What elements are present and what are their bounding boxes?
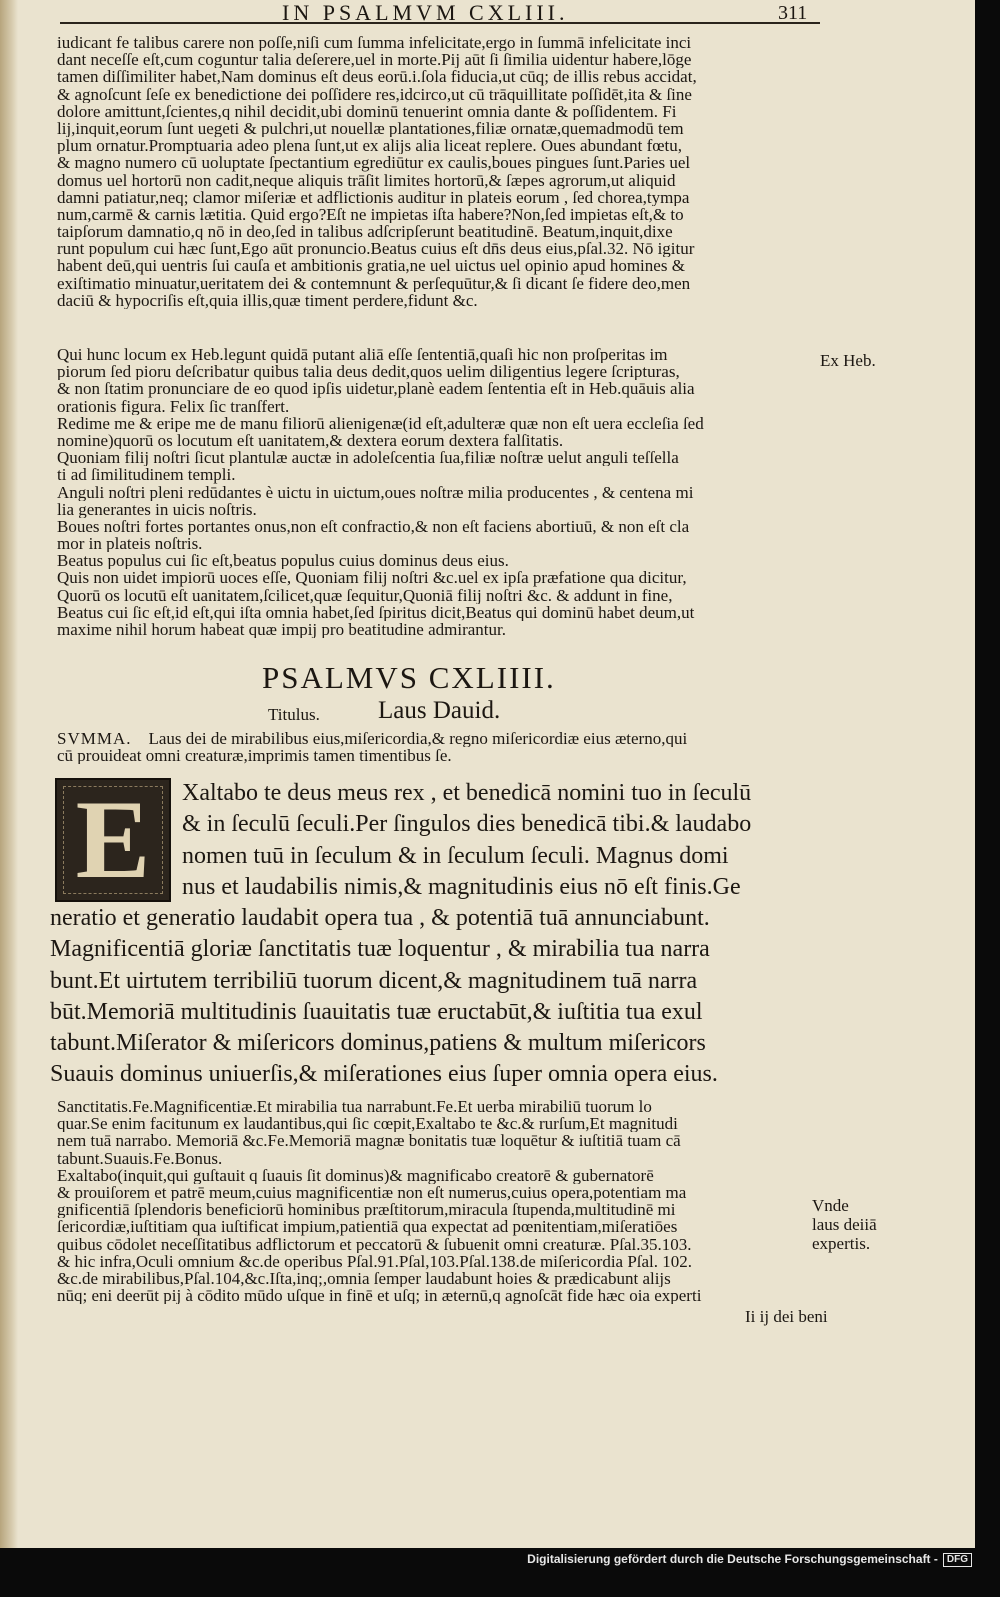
translation-line: Quorū os locutū eſt uanitatem,ſcilicet,quæ ſequitur,Quoniā filij noſtri &c. & addunt in fine, — [57, 586, 673, 604]
psalm-title: Laus Dauid. — [378, 697, 501, 724]
summa-label: SVMMA. — [57, 730, 132, 748]
translation-line: Boues noſtri fortes portantes onus,non eſt confractio,& non eſt faciens abortiuū, & non eſt cla — [57, 517, 690, 536]
commentary-line: dant neceſſe eſt,cum coguntur talia deſerere,uel in morte.Pij aūt ſi ſimilia uidentur habere,lōge — [57, 51, 692, 69]
initial-letter: E — [75, 778, 151, 902]
commentary-line: iudicant fe talibus carere non poſſe,niſi cum ſumma infelicitate,ergo in ſummā infelicitate inci — [57, 34, 692, 52]
commentary-line: lij,inquit,eorum ſunt uegeti & pulchri,ut nouellæ plantationes,filiæ ornatæ,quemadmodū tem — [57, 119, 684, 138]
dfg-logo: DFG — [943, 1553, 972, 1567]
decorated-initial — [55, 778, 171, 902]
psalm-text — [50, 903, 830, 1091]
translation-line: Quoniam filij noſtri ſicut plantulæ auctæ in adoleſcentia ſua,filiæ noſtræ uelut anguli teſſella — [57, 449, 679, 467]
commentary-line: & agnoſcunt ſeſe ex benedictione dei poſſidere res,idcirco,ut cū trāquillitate poſſidēt,ita & ſine — [57, 85, 692, 103]
signature-catchwords: Ii ij dei beni — [745, 1307, 828, 1326]
psalm-text-line: tabunt.Miſerator & miſericors dominus,patiens & multum miſericors — [50, 1030, 706, 1057]
summa-line — [57, 730, 817, 747]
translation-line: mor in plateis noſtris. — [57, 535, 203, 553]
psalm-text-line: bunt.Et uirtutem terribiliū tuorum dicent,& magnitudinem tuā narra — [50, 967, 698, 994]
folio-number: 311 — [778, 2, 808, 24]
commentary-line: &c.de mirabilibus,Pſal.104,&c.Iſta,inq;,omnia ſemper laudabunt hoies & prædicabunt alijs — [57, 1269, 671, 1288]
psalm-text-line: Xaltabo te deus meus rex , et benedicā nomini tuo in ſeculū — [182, 780, 752, 806]
commentary-line: Exaltabo(inquit,qui guſtauit q ſuauis ſit dominus)& magnificabo creatorē & gubernatorē — [57, 1166, 654, 1184]
header-rule — [60, 22, 820, 24]
commentary-line: gnificentiā ſplendoris beneficiorū hominibus præſtitorum,miracula ſtupenda,multitudinē mi — [57, 1201, 676, 1219]
commentary-line: runt populum cui hæc ſunt,Ego aūt pronuncio.Beatus cuius eſt dn̄s deus eius,pſal.32. Nō igitur — [57, 240, 695, 258]
translation-line: orationis figura. Felix ſic tranſfert. — [57, 397, 290, 415]
translation-line: Redime me & eripe me de manu filiorū alienigenæ(id eſt,adulteræ quæ non eſt uera eccleſia ſed — [57, 414, 704, 432]
translation-line: piorum ſed pioru deſcribatur quibus talia deus dedit,quos uelim diligentius legere ſcripturas, — [57, 363, 680, 381]
commentary-line: damni patiatur,neq; clamor miſeriæ et adflictionis auditur in plateis eorum , ſed chorea,tympa — [57, 188, 690, 206]
margin-note-ex-heb: Ex Heb. — [820, 351, 876, 370]
margin-note-line: Vnde — [812, 1196, 849, 1215]
page-gutter-shadow — [0, 0, 18, 1548]
margin-note-unde — [812, 1196, 877, 1253]
commentary-line: num,carmē & carnis lætitia. Quid ergo?Eſt ne impietas iſta habere?Non,ſed impietas eſt,& to — [57, 205, 684, 224]
commentary-line: ſericordiæ,iuſtitiam qua iuſtificat impium,patientiā qua expectat ad pœnitentiam,miſeratiōes — [57, 1218, 678, 1236]
summa-text: Laus dei de mirabilibus eius,miſericordia,& regno miſericordiæ eius æterno,qui — [148, 730, 688, 748]
title-label: Titulus. — [268, 705, 320, 724]
psalm-text-line: neratio et generatio laudabit opera tua , & potentiā tuā annunciabunt. — [50, 905, 710, 931]
translation-line: maxime nihil horum habeat quæ impij pro beatitudine admirantur. — [57, 621, 506, 639]
translation-line: & non ſtatim pronunciare de eo quod ipſis uidetur,planè eadem ſententia eſt in Heb.quāuis alia — [57, 380, 695, 398]
credit-text: Digitalisierung gefördert durch die Deutsche Forschungsgemeinschaft - — [527, 1552, 938, 1566]
psalm-heading: PSALMVS CXLIIII. — [262, 660, 556, 695]
commentary-line: taipſorum damnatio,q nō in deo,ſed in talibus adſcripſerunt beatitudinē. Beatum,inquit,dixe — [57, 223, 673, 241]
commentary-block-bottom — [57, 1098, 817, 1304]
translation-line: Anguli noſtri pleni redūdantes è uictu in uictum,oues noſtræ milia producentes , & centena mi — [57, 483, 694, 501]
commentary-line: habent deū,qui uentris ſui cauſa et ambitionis gratia,ne uel uictus uel opinio apud homines & — [57, 257, 685, 275]
commentary-block-top — [57, 34, 817, 309]
psalm-text-line: nomen tuū in ſeculum & in ſeculum ſeculi. Magnus domi — [182, 842, 729, 869]
psalm-text-line: būt.Memoriā multitudinis ſuauitatis tuæ eructabūt,& iuſtitia tua exul — [50, 998, 703, 1025]
commentary-line: & hic infra,Oculi omnium &c.de operibus Pſal.91.Pſal,103.Pſal.138.de miſericordia Pſal. 102. — [57, 1252, 693, 1270]
psalm-text-line: Suauis dominus uniuerſis,& miſerationes eius ſuper omnia opera eius. — [50, 1061, 718, 1088]
commentary-line: exiſtimatio minuatur,ueritatem dei & contemnunt & perſequūtur,& ſi dicant ſe fidere deo,men — [57, 274, 691, 292]
translation-line: ti ad ſimilitudinem templi. — [57, 466, 236, 484]
commentary-line: nūq; eni deerūt pij à cōdito mūdo uſque in finē et uſq; in æternū,q agnoſcāt fide hæc oia experti — [57, 1287, 702, 1305]
commentary-line: plum ornatur.Promptuaria adeo plena ſunt,ut ex alijs alia liceat replere. Oues abundant fœtu, — [57, 137, 683, 155]
psalm-text-beside-initial — [182, 778, 822, 903]
commentary-line: tabunt.Suauis.Fe.Bonus. — [57, 1149, 223, 1167]
psalm-text-line: & in ſeculū ſeculi.Per ſingulos dies benedicā tibi.& laudabo — [182, 811, 752, 838]
commentary-line: nem tuā narrabo. Memoriā &c.Fe.Memoriā magnæ bonitatis tuæ loquētur & iuſtitiā tuam cā — [57, 1132, 681, 1150]
margin-note-line: expertis. — [812, 1234, 871, 1253]
commentary-line: quar.Se enim facitunum ex laudantibus,qui ſic cœpit,Exaltabo te &c.& rurſum,Et magnitudi — [57, 1115, 678, 1133]
commentary-line: domus uel hortorū non cadit,neque aliquis trāſit limites hortorū,& ſæpes agrorum,ut aliquid — [57, 171, 676, 189]
commentary-line: daciū & hypocriſis eſt,quia illis,quæ timent perdere,fidunt &c. — [57, 291, 478, 309]
hebrew-translation-block — [57, 346, 817, 638]
translation-line: Beatus cui ſic eſt,id eſt,qui iſta omnia habet,ſed ſpiritus dicit,Beatus qui dominū habet deum,ut — [57, 603, 695, 621]
digitization-credit — [527, 1552, 972, 1567]
psalm-text-line: nus et laudabilis nimis,& magnitudinis eius nō eſt finis.Ge — [182, 873, 741, 900]
translation-line: Beatus populus cui ſic eſt,beatus populus cuius dominus deus eius. — [57, 552, 509, 570]
summa-line: cū prouideat omni creaturæ,imprimis tamen timentibus ſe. — [57, 747, 452, 765]
commentary-line: tamen diſſimiliter habet,Nam dominus eſt deus eorū.i.ſola fiducia,ut cūq; de illis rebus accidat, — [57, 68, 697, 86]
translation-line: lia generantes in uicis noſtris. — [57, 500, 257, 518]
psalm-text-line: Magnificentiā gloriæ ſanctitatis tuæ loquentur , & mirabilia tua narra — [50, 936, 710, 963]
commentary-line: dolore amittunt,ſcientes,q nihil decidit,ubi dominū tenuerint omnia dante & poſſidentem. Fi — [57, 102, 677, 120]
translation-line: Quis non uidet impiorū uoces eſſe, Quoniam filij noſtri &c.uel ex ipſa præfatione qua dicitur, — [57, 569, 687, 587]
margin-note-line: laus deiiā — [812, 1215, 877, 1234]
running-title: IN PSALMVM CXLIII. — [282, 0, 569, 22]
translation-line: nomine)quorū os locutum eſt uanitatem,& dextera eorum dextera falſitatis. — [57, 431, 564, 450]
commentary-line: & magno numero cū uoluptate ſpectantium egrediūtur ex caulis,boues pingues ſunt.Paries uel — [57, 154, 691, 172]
translation-line: Qui hunc locum ex Heb.legunt quidā putant aliā eſſe ſententiā,quaſi hic non proſperitas im — [57, 346, 668, 364]
summa-block — [57, 730, 817, 764]
commentary-line: Sanctitatis.Fe.Magnificentiæ.Et mirabilia tua narrabunt.Fe.Et uerba mirabiliū tuorum lo — [57, 1098, 652, 1116]
commentary-line: & prouiſorem et patrē meum,cuius magnificentiæ non eſt numerus,cuius opera,potentiam ma — [57, 1183, 687, 1202]
commentary-line: quibus cōdolet neceſſitatibus adflictorum et peccatorū & ſubuenit omni creaturæ. Pſal.35.103. — [57, 1235, 692, 1253]
